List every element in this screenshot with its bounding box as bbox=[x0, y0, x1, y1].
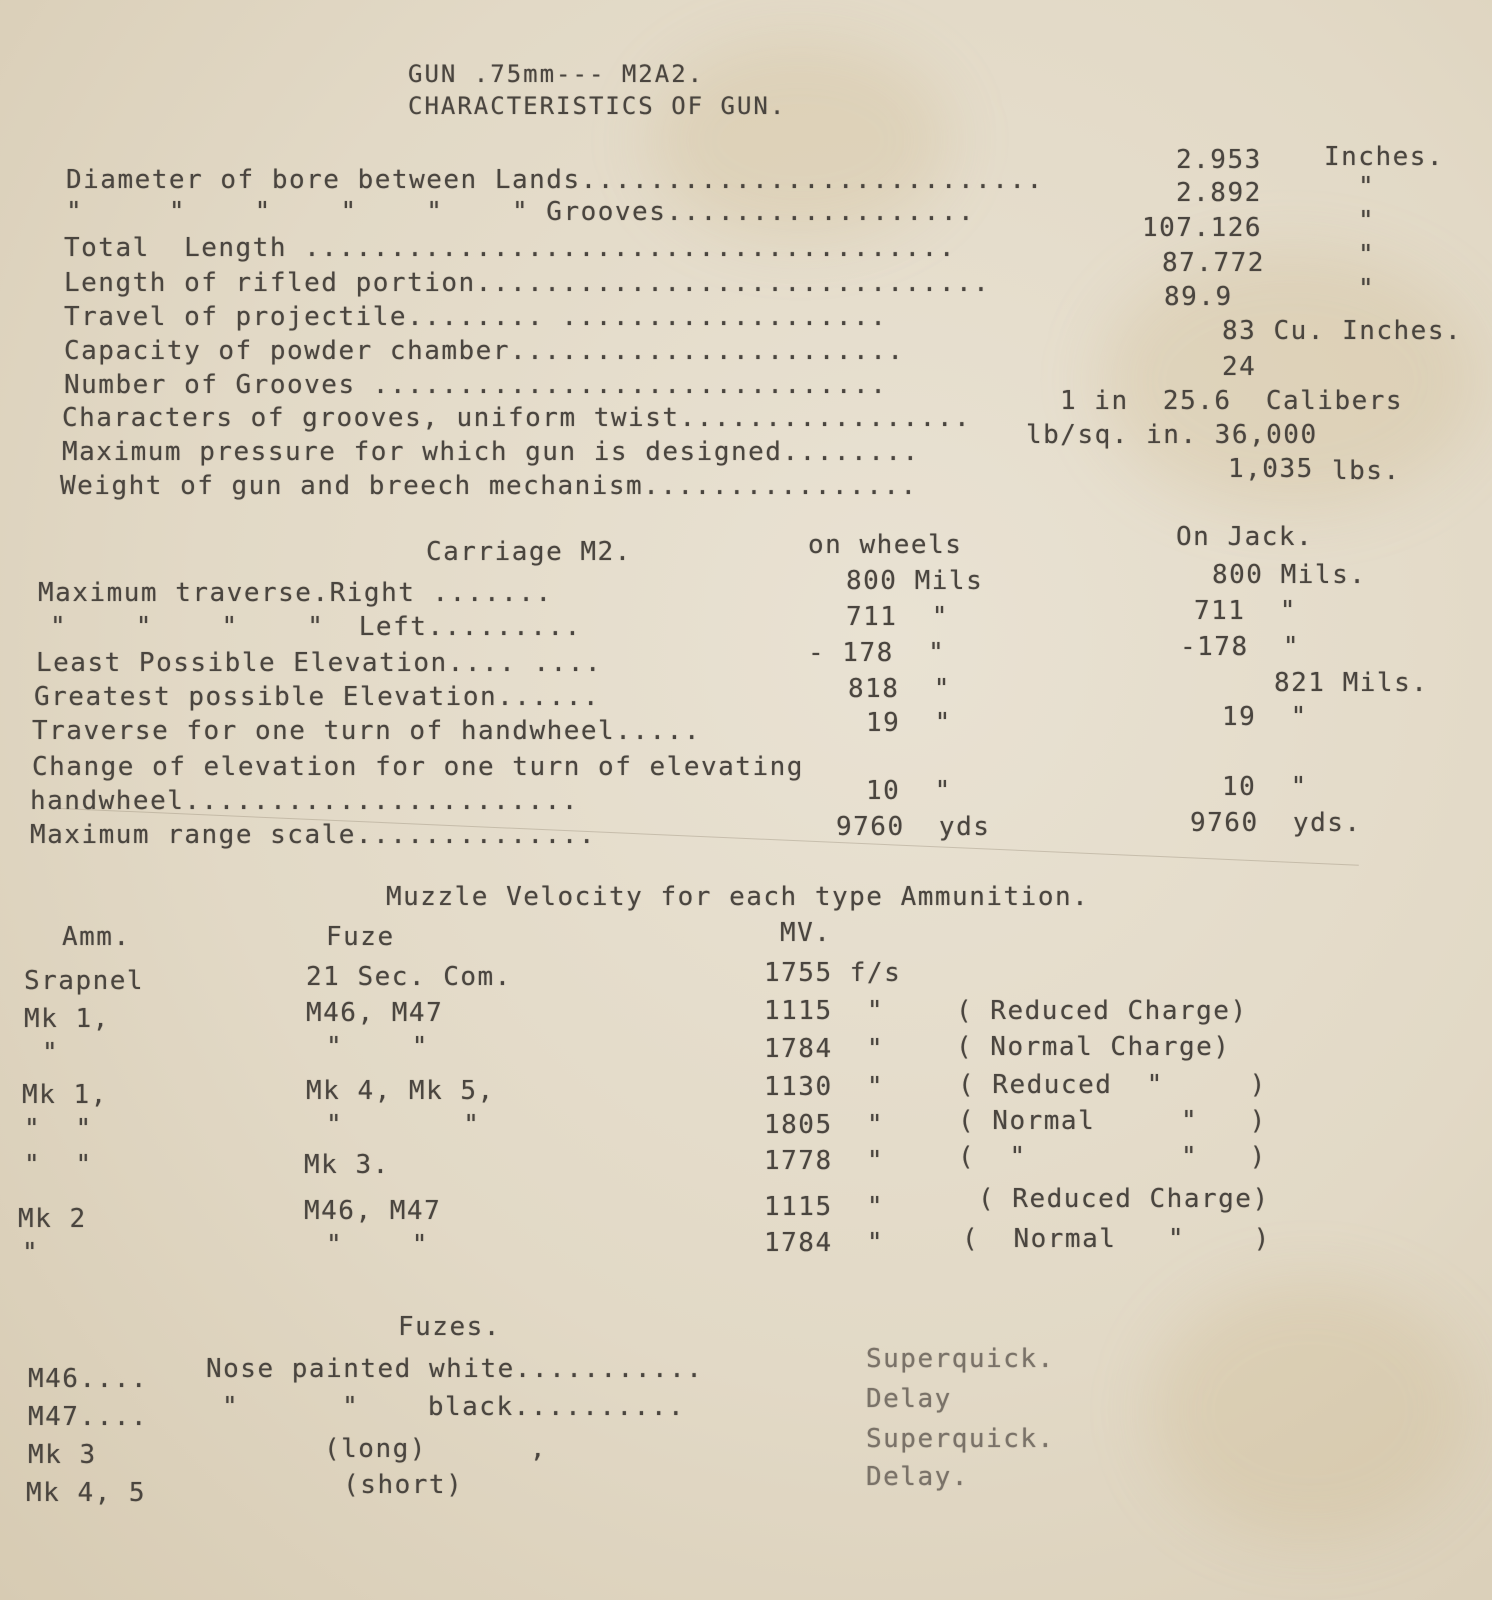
carriage-row-label: " " " " Left......... bbox=[50, 612, 582, 642]
gun-row-label: Capacity of powder chamber....................... bbox=[64, 336, 905, 366]
fuze-action: Superquick. bbox=[866, 1424, 1055, 1454]
velocity-row-note: ( " " ) bbox=[958, 1142, 1267, 1172]
velocity-row-note: ( Normal Charge) bbox=[956, 1032, 1231, 1062]
fuze-name: Mk 3 bbox=[28, 1440, 97, 1470]
velocity-row-mv: 1784 " bbox=[764, 1228, 885, 1258]
document-title: GUN .75mm--- M2A2. bbox=[408, 60, 705, 88]
gun-row-label: Total Length ...................................... bbox=[64, 233, 956, 263]
velocity-row-mv: 1778 " bbox=[764, 1146, 885, 1176]
gun-row-unit: " bbox=[1358, 206, 1376, 236]
velocity-row-mv: 1805 " bbox=[764, 1110, 885, 1140]
fuze-desc: (short) bbox=[326, 1470, 464, 1500]
carriage-row-wheels: 10 " bbox=[866, 776, 952, 806]
velocity-row-fuze: Mk 4, Mk 5, bbox=[306, 1076, 495, 1106]
carriage-row-jack: 19 " bbox=[1222, 702, 1308, 732]
fuze-desc: Nose painted white........... bbox=[206, 1354, 704, 1384]
velocity-row-amm: " " bbox=[24, 1150, 93, 1180]
velocity-row-amm: " bbox=[22, 1238, 40, 1268]
carriage-row-jack: 821 Mils. bbox=[1274, 668, 1429, 698]
velocity-row-mv: 1130 " bbox=[764, 1072, 885, 1102]
gun-row-label: Number of Grooves .............................. bbox=[64, 370, 888, 400]
carriage-row-label: Change of elevation for one turn of elevating bbox=[32, 752, 804, 782]
carriage-row-wheels: 818 " bbox=[848, 674, 951, 704]
carriage-row-jack: -178 " bbox=[1180, 632, 1301, 662]
gun-row-value: 83 Cu. Inches. bbox=[1222, 316, 1463, 346]
velocity-row-mv: 1755 f/s bbox=[764, 958, 902, 988]
carriage-title: Carriage M2. bbox=[426, 537, 632, 567]
fuze-name: M46.... bbox=[28, 1364, 149, 1394]
velocity-row-amm: Mk 2 bbox=[18, 1204, 87, 1234]
gun-row-value: 107.126 bbox=[1142, 213, 1263, 243]
carriage-row-wheels: 711 " bbox=[846, 602, 949, 632]
velocity-row-fuze: " " bbox=[326, 1032, 429, 1062]
gun-row-value: lb/sq. in. 36,000 bbox=[1026, 420, 1318, 450]
carriage-row-label: Greatest possible Elevation...... bbox=[34, 682, 601, 712]
velocity-row-amm: " " bbox=[24, 1114, 93, 1144]
fuze-action: Superquick. bbox=[866, 1344, 1055, 1374]
carriage-row-label: Least Possible Elevation.... .... bbox=[36, 648, 603, 678]
paper-stain bbox=[1150, 1280, 1470, 1540]
velocity-row-note: ( Reduced Charge) bbox=[978, 1184, 1270, 1214]
gun-row-label: Diameter of bore between Lands........................... bbox=[66, 165, 1044, 195]
velocity-row-note: ( Normal " ) bbox=[958, 1106, 1267, 1136]
gun-row-label: Characters of grooves, uniform twist................. bbox=[62, 403, 972, 433]
fuzes-title: Fuzes. bbox=[398, 1312, 501, 1342]
velocity-row-amm: " bbox=[42, 1038, 60, 1068]
carriage-row-wheels: 9760 yds bbox=[836, 812, 991, 842]
velocity-row-amm: Mk 1, bbox=[24, 1004, 110, 1034]
carriage-row-wheels: - 178 " bbox=[808, 638, 946, 668]
velocity-col-fuze: Fuze bbox=[326, 922, 395, 952]
carriage-row-label: handwheel....................... bbox=[30, 786, 579, 816]
gun-row-unit: " bbox=[1358, 274, 1376, 304]
fuze-name: M47.... bbox=[28, 1402, 149, 1432]
carriage-col-wheels: on wheels bbox=[808, 530, 963, 560]
gun-row-value: 2.892 bbox=[1176, 178, 1262, 208]
velocity-row-mv: 1115 " bbox=[764, 996, 885, 1026]
fuze-action: Delay bbox=[866, 1384, 952, 1414]
velocity-col-mv: MV. bbox=[780, 918, 832, 948]
velocity-col-amm: Amm. bbox=[62, 922, 131, 952]
gun-row-value: 1,035 bbox=[1228, 454, 1314, 484]
gun-row-value: 89.9 bbox=[1164, 282, 1233, 312]
velocity-row-fuze: Mk 3. bbox=[304, 1150, 390, 1180]
velocity-row-fuze: M46, M47 bbox=[304, 1196, 442, 1226]
velocity-title: Muzzle Velocity for each type Ammunition. bbox=[386, 882, 1090, 912]
fuze-action: Delay. bbox=[866, 1462, 969, 1492]
velocity-row-fuze: M46, M47 bbox=[306, 998, 444, 1028]
velocity-row-mv: 1784 " bbox=[764, 1034, 885, 1064]
fuze-desc: (long) , bbox=[324, 1434, 547, 1464]
gun-row-value: 2.953 bbox=[1176, 145, 1262, 175]
fuze-desc: " " black.......... bbox=[222, 1392, 686, 1422]
fuze-name: Mk 4, 5 bbox=[26, 1478, 147, 1508]
gun-row-label: Weight of gun and breech mechanism................ bbox=[60, 471, 918, 501]
gun-row-value: 87.772 bbox=[1162, 248, 1265, 278]
velocity-row-note: ( Normal " ) bbox=[962, 1224, 1271, 1254]
gun-row-unit: lbs. bbox=[1332, 456, 1401, 486]
velocity-row-note: ( Reduced " ) bbox=[958, 1070, 1267, 1100]
velocity-row-note: ( Reduced Charge) bbox=[956, 996, 1248, 1026]
velocity-row-fuze: " " bbox=[326, 1230, 429, 1260]
gun-row-label: Length of rifled portion.............................. bbox=[64, 268, 991, 298]
gun-row-label: Maximum pressure for which gun is designed........ bbox=[62, 437, 920, 467]
gun-row-label: " " " " " " Grooves.................. bbox=[66, 197, 976, 227]
carriage-row-jack: 10 " bbox=[1222, 772, 1308, 802]
velocity-row-fuze: 21 Sec. Com. bbox=[306, 962, 512, 992]
carriage-col-jack: On Jack. bbox=[1176, 522, 1314, 552]
carriage-row-label: Maximum traverse.Right ....... bbox=[38, 578, 553, 608]
carriage-row-jack: 9760 yds. bbox=[1190, 808, 1362, 838]
velocity-row-fuze: " " bbox=[326, 1110, 481, 1140]
carriage-row-label: Maximum range scale.............. bbox=[30, 820, 597, 850]
velocity-row-amm: Srapnel bbox=[24, 966, 145, 996]
gun-row-unit: " bbox=[1358, 172, 1376, 202]
carriage-row-wheels: 800 Mils bbox=[846, 566, 984, 596]
gun-row-label: Travel of projectile........ ................... bbox=[64, 302, 888, 332]
velocity-row-amm: Mk 1, bbox=[22, 1080, 108, 1110]
gun-row-unit: Inches. bbox=[1324, 142, 1445, 172]
velocity-row-mv: 1115 " bbox=[764, 1192, 885, 1222]
gun-row-value: 1 in 25.6 Calibers bbox=[1060, 386, 1404, 416]
gun-row-value: 24 bbox=[1222, 352, 1257, 382]
carriage-row-jack: 800 Mils. bbox=[1212, 560, 1367, 590]
carriage-row-wheels: 19 " bbox=[866, 708, 952, 738]
carriage-row-jack: 711 " bbox=[1194, 596, 1297, 626]
document-subtitle: CHARACTERISTICS OF GUN. bbox=[408, 92, 787, 120]
gun-row-unit: " bbox=[1358, 240, 1376, 270]
carriage-row-label: Traverse for one turn of handwheel..... bbox=[32, 716, 701, 746]
